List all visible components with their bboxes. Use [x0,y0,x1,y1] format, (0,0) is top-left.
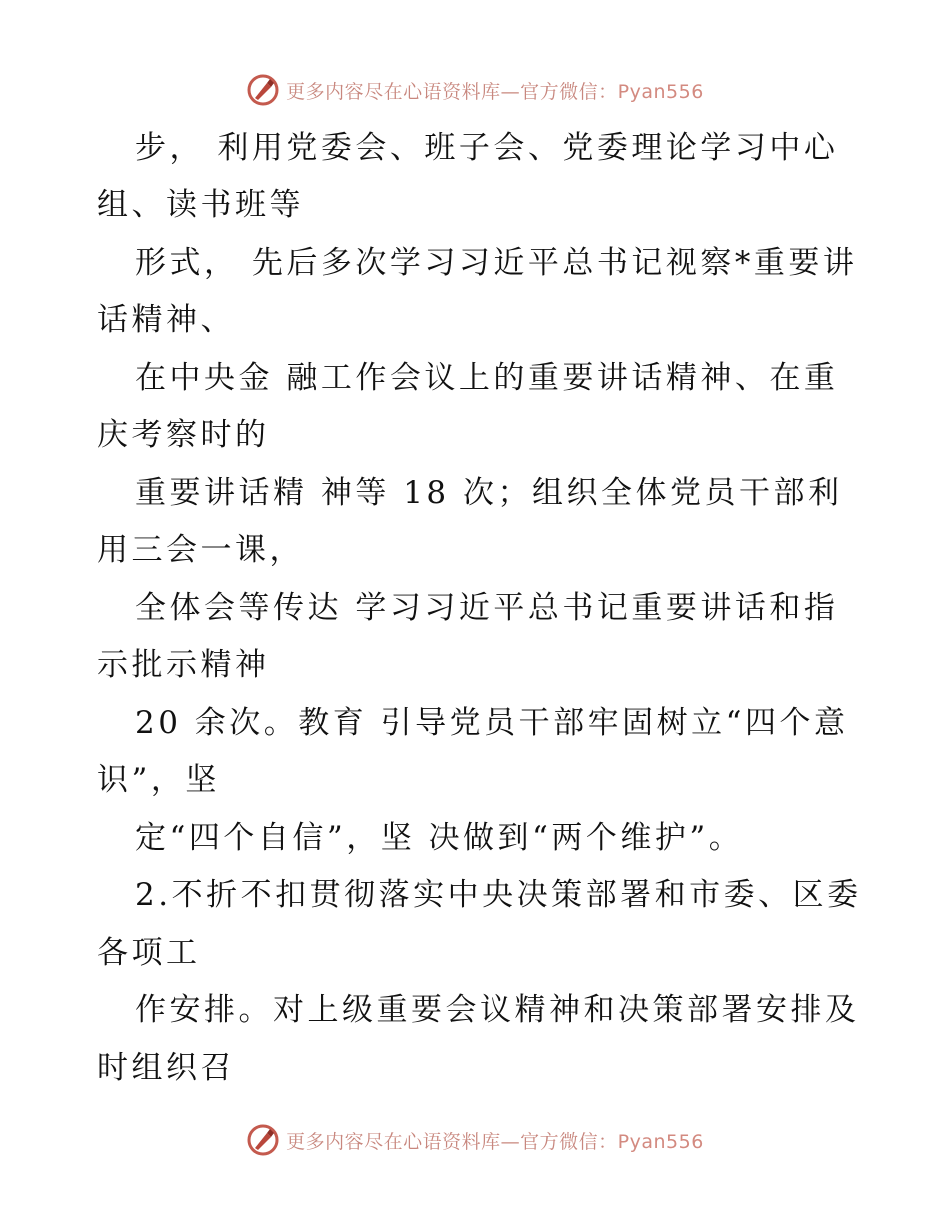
paragraph-line: 20 余次。教育 引导党员干部牢固树立“四个意 [135,705,849,741]
paragraph-line: 重要讲话精 神等 18 次；组织全体党员干部利 [135,475,843,511]
paragraph-line: 作安排。对上级重要会议精神和决策部署安排及 [135,992,860,1028]
paragraph-line: 2.不折不扣贯彻落实中央决策部署和市委、区委 [135,877,862,913]
pen-nib-circle-icon [246,1123,280,1157]
paragraph-line: 示批示精神 [97,647,270,683]
paragraph-line: 识”，坚 [97,762,220,798]
paragraph-line: 庆考察时的 [97,417,270,453]
paragraph-line: 全体会等传达 学习习近平总书记重要讲话和指 [135,590,839,626]
footer-watermark [0,1120,950,1160]
paragraph-line: 话精神、 [97,302,235,338]
paragraph-line: 各项工 [97,935,201,971]
paragraph-line: 形式， 先后多次学习习近平总书记视察*重要讲 [135,245,858,281]
paragraph-line: 组、读书班等 [97,187,304,223]
paragraph-line: 在中央金 融工作会议上的重要讲话精神、在重 [135,360,839,396]
paragraph-line: 用三会一课， [97,532,304,568]
watermark-text: 更多内容尽在心语资料库—官方微信：Pyan556 [286,80,704,103]
paragraph-line: 时组织召 [97,1050,235,1086]
watermark-text: 更多内容尽在心语资料库—官方微信：Pyan556 [286,1130,704,1153]
paragraph-line: 步， 利用党委会、班子会、党委理论学习中心 [135,130,839,166]
paragraph-line: 定“四个自信”，坚 决做到“两个维护”。 [135,820,744,856]
